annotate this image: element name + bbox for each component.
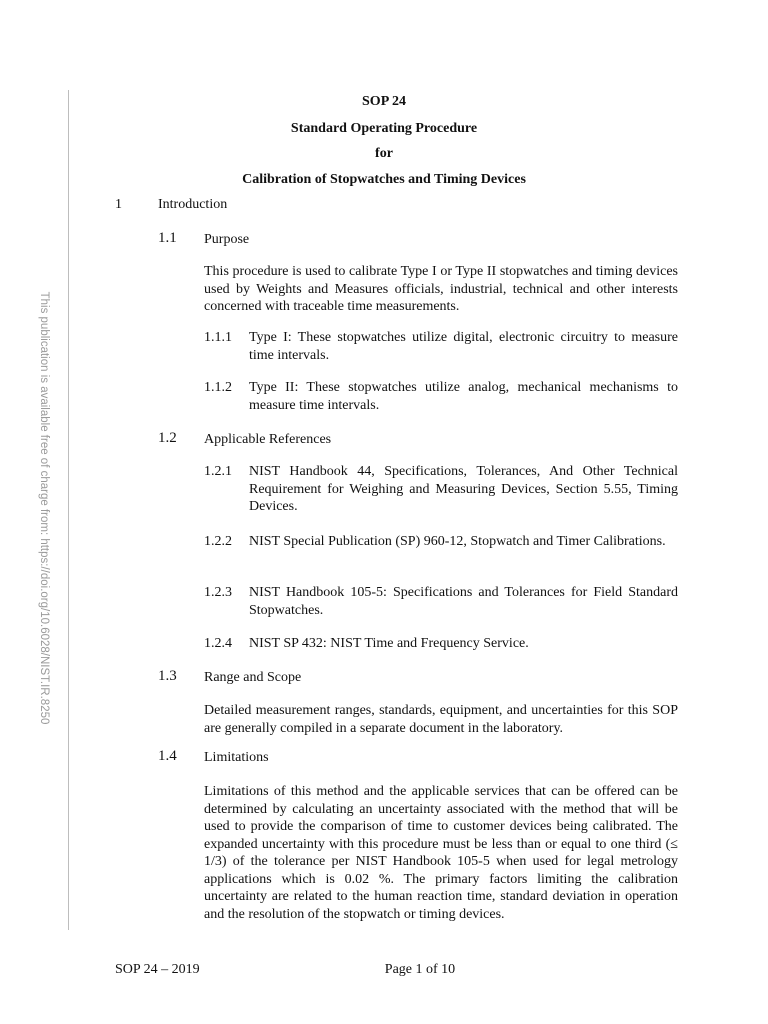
doc-code: SOP 24 — [362, 94, 406, 109]
doc-title: Calibration of Stopwatches and Timing Devices — [242, 172, 526, 187]
section-1-1-body: This procedure is used to calibrate Type I or Type II stopwatches and timing devices used by Weights and Measures officials, industrial, technical and other interests concerned with traceable time measurements. — [204, 264, 678, 314]
section-1-number: 1 — [115, 197, 122, 212]
section-1-1-2-number: 1.1.2 — [204, 380, 232, 395]
section-1-1-number: 1.1 — [158, 230, 177, 246]
section-1-4-number: 1.4 — [158, 748, 177, 764]
section-1-3-title: Range and Scope — [204, 670, 302, 685]
section-1-2-2-number: 1.2.2 — [204, 534, 232, 549]
section-1-1-title: Purpose — [204, 232, 250, 247]
footer-doc-id: SOP 24 – 2019 — [115, 962, 200, 977]
section-1-3-number: 1.3 — [158, 668, 177, 684]
section-1-2-3-text: NIST Handbook 105-5: Specifications and Tolerances for Field Standard Stopwatches. — [249, 585, 678, 618]
side-note-text: This publication is available free of charge from: https://doi.org/10.6028/NIST.IR.8250 — [38, 291, 50, 725]
section-1-2-3-number: 1.2.3 — [204, 585, 232, 600]
section-1-2-4-text: NIST SP 432: NIST Time and Frequency Service. — [249, 636, 529, 651]
section-1-4-body: Limitations of this method and the applicable services that can be offered can be determined by calculating an uncertainty associated with the method that will be used to provide the comparison of time to customer devices being calibrated. The expanded uncertainty with this procedure must be less than or equal to one third (≤ 1/3) of the tolerance per NIST Handbook 105-5 when used for legal metrology applications which is 0.02 %. The primary factors limiting the calibration uncertainty are related to the human reaction time, standard deviation in operation and the resolution of the stopwatch or timing devices. — [204, 784, 678, 922]
margin-rule — [68, 90, 69, 930]
section-1-1-1-number: 1.1.1 — [204, 330, 232, 345]
section-1-2-title: Applicable References — [204, 432, 332, 447]
section-1-title: Introduction — [158, 197, 228, 212]
section-1-1-1-text: Type I: These stopwatches utilize digital, electronic circuitry to measure time intervals. — [249, 330, 678, 363]
section-1-2-1-text: NIST Handbook 44, Specifications, Tolerances, And Other Technical Requirement for Weighing and Measuring Devices, Section 5.55, Timing Devices. — [249, 464, 678, 514]
section-1-4-title: Limitations — [204, 750, 269, 765]
section-1-3-body: Detailed measurement ranges, standards, equipment, and uncertainties for this SOP are generally compiled in a separate document in the laboratory. — [204, 703, 678, 736]
section-1-2-1-number: 1.2.1 — [204, 464, 232, 479]
section-1-2-number: 1.2 — [158, 430, 177, 446]
section-1-2-4-number: 1.2.4 — [204, 636, 232, 651]
section-1-2-2-text: NIST Special Publication (SP) 960-12, Stopwatch and Timer Calibrations. — [249, 534, 666, 549]
doc-for: for — [375, 146, 393, 161]
footer-page-number: Page 1 of 10 — [384, 962, 456, 977]
doc-type: Standard Operating Procedure — [290, 121, 478, 136]
section-1-1-2-text: Type II: These stopwatches utilize analog, mechanical mechanisms to measure time intervals. — [249, 380, 678, 413]
